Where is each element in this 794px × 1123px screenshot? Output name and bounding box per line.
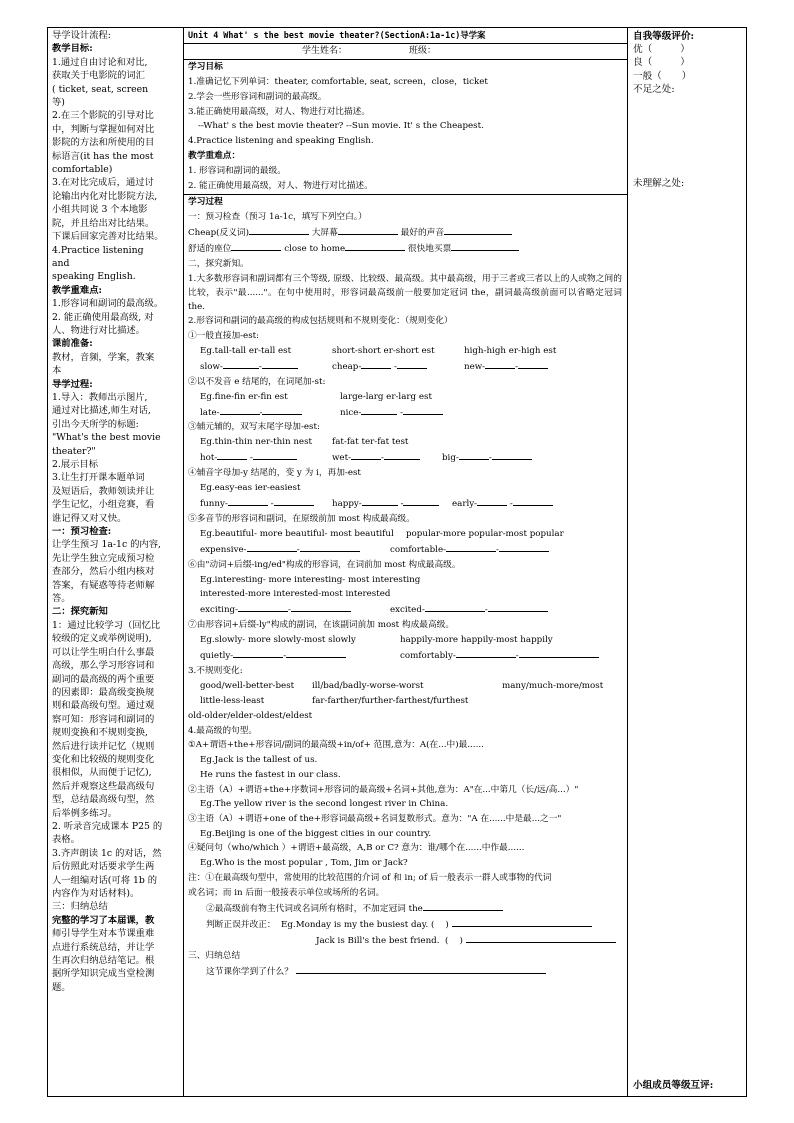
answer-blank[interactable]	[231, 241, 281, 251]
left-line: 2. 能正确使用最高级, 对	[52, 311, 154, 323]
left-line: 中，判断与掌握如何对比	[52, 123, 155, 135]
irregular-row-1: good/well-better-best ill/bad/badly-worse-worst many/much-more/most	[200, 680, 604, 691]
shortcomings-label: 不足之处:	[633, 83, 675, 95]
note-1: 注：①在最高级句型中，常使用的比较范围的介词 of 和 in; of 后一般表示一群人或事物的代词	[188, 873, 552, 884]
not-understood-label: 未理解之处:	[633, 178, 685, 189]
pattern-3: ③主语（A）+谓语+one of the+形容词最高级+名词复数形式。意为："A 在......中是最...之一"	[188, 814, 562, 825]
left-line: 及短语后，教师领读并让	[52, 485, 155, 497]
judge-1: 判断正误并改正： Eg.Monday is my the busiest day. ( )	[188, 917, 622, 933]
left-line: 人、物进行对比描述。	[52, 324, 145, 336]
left-line: 然后进行读并记忆（规则	[52, 740, 155, 752]
summary-question: 这节课你学到了什么？	[188, 964, 622, 980]
left-line: ( ticket, seat, screen	[52, 83, 149, 95]
answer-blank[interactable]	[249, 225, 309, 235]
preview-row-1: Cheap(反义词) 大屏幕 最好的声音	[188, 225, 622, 241]
left-line: comfortable)	[52, 164, 113, 176]
rule-double-heading: ③辅元辅的，双写末尾字母加-est:	[188, 422, 320, 433]
left-line: 规则变换和不规则变换,	[52, 727, 148, 739]
note-1-cont: 或名词；而 in 后面一般接表示单位或场所的名词。	[188, 888, 385, 899]
left-line: 表格。	[52, 834, 80, 846]
left-line: 然后并观察这些最高级句	[52, 780, 155, 792]
pattern-1-example-1: Eg.Jack is the tallest of us.	[200, 755, 318, 766]
pattern-heading: 4.最高级的句型。	[188, 725, 258, 736]
rule-1: 1.大多数形容词和副词都有三个等级, 原级、比较级、最高级。其中最高级，用于三者或三者以上的人或物之间的比较，表示"最......"。在句中使用时，形容词最高级前一般要加定冠词 the，副词最高级前面可以省略定冠词 the.	[188, 273, 622, 312]
self-rating-title: 自我等级评价:	[633, 31, 695, 42]
left-line: 先让学生独立完成预习检	[52, 552, 155, 564]
left-line: 课前准备:	[52, 338, 93, 350]
pattern-4: ④疑问句（who/which ）+谓语+最高级，A,B or C? 意为：谁/哪个在......中作最......	[188, 843, 525, 854]
rule-ly-example: Eg.slowly- more slowly-most slowly happily-more happily-most happily	[200, 635, 553, 646]
rule-most-blanks: expensive- - comfortable- -	[188, 542, 622, 558]
key-points-heading: 教学重难点：	[188, 151, 241, 162]
left-line: 一：预习检查:	[52, 526, 112, 538]
note-2: ②最高级前有物主代词或名词所有格时，不加定冠词 the	[188, 901, 622, 917]
rule-double-blanks: hot- - wet- - big- -	[188, 450, 622, 466]
left-line: theater?"	[52, 445, 96, 457]
answer-blank[interactable]	[345, 241, 405, 251]
left-line: 导学设计流程:	[52, 30, 111, 41]
rule-est-blanks: slow- - cheap- - new- -	[188, 359, 622, 375]
irregular-row-2: little-less-least far-farther/further-farthest/furthest	[200, 695, 469, 706]
summary-heading: 三、归纳总结	[188, 950, 241, 961]
process-heading: 学习过程	[188, 196, 223, 207]
left-line: 影院的方法和所使用的目	[52, 137, 155, 149]
rule-est-heading: ①一般直接加-est:	[188, 331, 260, 342]
left-line: 点进行系统总结，并让学	[52, 941, 155, 953]
left-line: 很相似，从而便于记忆),	[52, 767, 152, 779]
left-line: 的因素即：最高级变换规	[52, 686, 155, 698]
rule-st-example: Eg.fine-fin er-fin est large-larg er-larg est	[200, 391, 432, 402]
left-line: 小组共同说 3 个本地影	[52, 204, 148, 216]
key-point-2: 2. 能正确使用最高级，对人、物进行对比描述。	[188, 181, 373, 192]
rule-st-blanks: late- - nice- -	[188, 405, 622, 421]
explore-heading: 二，探究新知。	[188, 258, 249, 269]
summary-blank[interactable]	[296, 964, 546, 974]
rating-average[interactable]: 一般（ ）	[633, 70, 692, 82]
rule-most-heading: ⑤多音节的形容词和副词，在原级前加 most 构成最高级。	[188, 513, 415, 524]
rule-est-example: Eg.tall-tall er-tall est short-short er-short est high-high er-high est	[200, 345, 557, 356]
left-line: 答案，有疑惑等待老师解	[52, 579, 155, 591]
pattern-1: ①A+谓语+the+形容词/副词的最高级+in/of+ 范围,意为：A(在...中)最......	[188, 740, 484, 751]
pattern-3-example: Eg.Beijing is one of the biggest cities in our country.	[200, 828, 432, 839]
left-line: 2.在三个影院的引导对比	[52, 110, 154, 122]
rule-ly-heading: ⑦由形容词+后缀-ly"构成的副词，在该副词前加 most 构成最高级。	[188, 620, 455, 631]
study-guide-column	[184, 28, 628, 1096]
goal-4: 4.Practice listening and speaking English.	[188, 136, 374, 147]
left-line: 答。	[52, 593, 71, 605]
left-line: 题。	[52, 981, 71, 993]
goal-3: 3.能正确使用最高级，对人、物进行对比描述。	[188, 106, 371, 117]
left-line: 型，总结最高级句型，然	[52, 794, 155, 806]
rule-y-heading: ④辅音字母加-y 结尾的，变 y 为 i，再加-est	[188, 468, 361, 479]
left-line: 3.在对比完成后，通过讨	[52, 177, 154, 189]
left-line: 3.让生打开课本题单词	[52, 472, 145, 484]
left-line: 后举例多练习。	[52, 807, 118, 819]
key-point-1: 1. 形容词和副词的最级。	[188, 166, 286, 177]
evaluation-column	[628, 28, 746, 1096]
rule-ing-heading: ⑥由"动词+后缀-ing/ed"构成的形容词，在词前加 most 构成最高级。	[188, 559, 461, 570]
preview-row-2: 舒适的座位 close to home 很快地买票	[188, 241, 622, 257]
rule-most-example: Eg.beautiful- more beautiful- most beautiful popular-more popular-most popular	[200, 528, 564, 539]
judge-2: Jack is Bill's the best friend. ( )	[188, 933, 622, 949]
rule-ing-blanks: exciting- - excited- -	[188, 602, 622, 618]
left-line: 二：探究新知	[52, 606, 108, 618]
pattern-4-example: Eg.Who is the most popular , Tom, Jim or Jack?	[200, 858, 408, 869]
left-line: 1.形容词和副词的最高级。	[52, 298, 164, 310]
rating-good[interactable]: 良（ ）	[633, 57, 690, 69]
irregular-row-3: old-older/elder-oldest/eldest	[188, 710, 313, 721]
goal-2: 2.学会一些形容词和副词的最高级。	[188, 91, 327, 102]
left-line: 3.齐声朗读 1c 的对话，然	[52, 847, 162, 859]
student-name-label: 学生姓名：	[302, 45, 348, 56]
left-line: 据所学知识完成当堂检测	[52, 968, 155, 980]
left-line: 学生记忆，小组竞赛，看	[52, 499, 155, 511]
student-info-row	[184, 44, 627, 60]
left-line: 教材，音频，学案，教案	[52, 351, 155, 363]
worksheet-table	[47, 27, 747, 1097]
rule-ing-example-1: Eg.interesting- more interesting- most interesting	[200, 574, 421, 585]
left-line: 变化和比较级的规则变化	[52, 753, 155, 765]
left-line: 通过对比描述,师生对话,	[52, 405, 151, 417]
pattern-2: ②主语（A）+谓语+the+序数词+形容词的最高级+名词+其他,意为：A"在...中第几（长/远/高...）"	[188, 785, 579, 796]
left-line: 1.通过自由讨论和对比,	[52, 56, 148, 68]
answer-blank[interactable]	[444, 225, 512, 235]
irregular-heading: 3.不规则变化:	[188, 665, 243, 676]
rule-ing-example-2: interested-more interested-most interested	[200, 589, 391, 600]
left-line: speaking English.	[52, 271, 136, 283]
left-line: 1：通过比较学习（回忆比	[52, 619, 161, 631]
left-line: 完整的学习了本届课，教	[52, 914, 155, 926]
left-line: 引出今天所学的标题:	[52, 418, 139, 430]
left-line: 2.展示目标	[52, 459, 99, 470]
left-line: 查部分，然后小组内核对	[52, 566, 155, 578]
rule-2: 2.形容词和副词的最高级的构成包括规则和不规则变化：（规则变化）	[188, 316, 453, 327]
left-line: 内容作为对话材料)。	[52, 888, 140, 899]
left-line: 察可知：形容词和副词的	[52, 713, 155, 725]
page-title: Unit 4 What' s the best movie theater?(SectionA:1a-1c)导学案	[184, 28, 627, 44]
answer-blank[interactable]	[338, 225, 398, 235]
left-line: 等)	[52, 97, 65, 109]
left-line: 让学生预习 1a-1c 的内容,	[52, 539, 161, 551]
left-line: 人一组编对话(可将 1b 的	[52, 874, 158, 886]
pattern-1-example-2: He runs the fastest in our class.	[200, 770, 341, 781]
left-line: 谁记得又对又快。	[52, 512, 127, 524]
left-line: 则和最高级句型。通过观	[52, 700, 155, 712]
left-line: 可以让学生明白什么事最	[52, 646, 155, 658]
left-line: 较级的定义或举例说明),	[52, 633, 152, 645]
left-line: 院，并且给出对比结果。	[52, 217, 155, 229]
rule-st-heading: ②以不发音 e 结尾的，在词尾加-st:	[188, 376, 326, 387]
goals-heading: 学习目标	[188, 61, 223, 72]
left-line: 副词的最高级的两个重要	[52, 673, 155, 685]
left-line: 获取关于电影院的词汇	[52, 70, 145, 82]
left-line: 后仿照此对话要求学生两	[52, 861, 155, 873]
left-line: 导学过程:	[52, 378, 93, 390]
correction-blank[interactable]	[466, 933, 616, 943]
rating-excellent[interactable]: 优（ ）	[633, 44, 690, 56]
left-line: 教学重难点:	[52, 284, 102, 296]
answer-blank[interactable]	[451, 241, 519, 251]
rule-y-blanks: funny- - happy- - early- -	[188, 496, 622, 512]
left-line: 论输出内化对比影院方法,	[52, 190, 158, 202]
left-line: 三：归纳总结	[52, 901, 108, 913]
left-line: and	[52, 257, 70, 269]
rule-double-example: Eg.thin-thin ner-thin nest fat-fat ter-fat test	[200, 437, 409, 448]
left-line: 师引导学生对本节课重难	[52, 928, 155, 940]
left-line: 下课后回家完善对比结果。	[52, 231, 164, 243]
left-line: "What's the best movie	[52, 432, 161, 444]
left-line: 4.Practice listening	[52, 244, 144, 256]
goal-3-example: --What' s the best movie theater? --Sun movie. It' s the Cheapest.	[198, 121, 484, 132]
class-label: 班级：	[409, 45, 437, 56]
preview-heading: 一：预习检查（预习 1a-1c，填写下列空白。）	[188, 211, 367, 222]
left-line: 本	[52, 365, 62, 377]
left-line: 2. 听录音完成课本 P25 的	[52, 820, 163, 832]
pattern-2-example: Eg.The yellow river is the second longest river in China.	[200, 799, 449, 810]
left-line: 教学目标:	[52, 43, 93, 55]
group-evaluation-label: 小组成员等级互评:	[633, 1080, 714, 1091]
left-line: 生再次归纳总结笔记。根	[52, 955, 155, 967]
left-line: 标语言(it has the most	[52, 150, 154, 162]
rule-y-example: Eg.easy-eas ier-easiest	[200, 483, 301, 494]
goal-1: 1.准确记忆下列单词：theater, comfortable, seat, screen，close，ticket	[188, 76, 488, 87]
left-line: 高级，那么学习形容词和	[52, 660, 155, 672]
left-line: 1.导入：教师出示图片,	[52, 391, 148, 403]
correction-blank[interactable]	[452, 917, 592, 927]
teaching-design-column	[48, 28, 184, 1096]
rule-ly-blanks: quietly- - comfortably- -	[188, 648, 622, 664]
